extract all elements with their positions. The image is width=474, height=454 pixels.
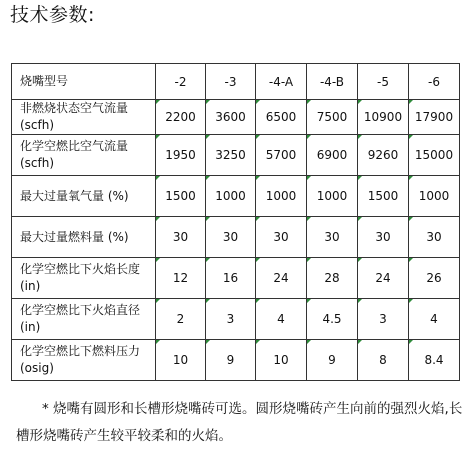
value-cell: 10 [156, 340, 206, 381]
row-label-line: (in) [20, 320, 41, 334]
table-header-row [12, 64, 460, 100]
value-cell: 8.4 [409, 340, 460, 381]
value-cell: 17900 [409, 100, 460, 135]
value-cell: 1000 [206, 176, 256, 217]
value-cell: 3600 [206, 100, 256, 135]
value-cell: 1500 [358, 176, 409, 217]
row-label-line: 化学空燃比下火焰直径 [20, 303, 141, 317]
header-model-cell: -4-B [307, 64, 358, 100]
value-cell: 6900 [307, 135, 358, 176]
table-row [12, 340, 460, 381]
row-label-line: (in) [20, 279, 41, 293]
row-label-cell [12, 135, 156, 176]
value-cell: 30 [307, 217, 358, 258]
value-cell: 24 [256, 258, 307, 299]
row-label-cell [12, 217, 156, 258]
table-row [12, 258, 460, 299]
value-cell: 3 [358, 299, 409, 340]
value-cell: 30 [256, 217, 307, 258]
header-label-cell: 烧嘴型号 [12, 64, 156, 100]
row-label-line: (osig) [20, 361, 54, 375]
row-label-line: 化学空燃比下火焰长度 [20, 262, 141, 276]
value-cell: 3 [206, 299, 256, 340]
value-cell: 8 [358, 340, 409, 381]
value-cell: 1000 [256, 176, 307, 217]
specs-table [11, 63, 460, 381]
footnote: * 烧嘴有圆形和长槽形烧嘴砖可选。圆形烧嘴砖产生向前的强烈火焰,长槽形烧嘴砖产生较平较柔和的火焰。 [16, 401, 463, 444]
value-cell: 9 [307, 340, 358, 381]
row-label-cell [12, 176, 156, 217]
header-model-cell: -4-A [256, 64, 307, 100]
page-title: 技术参数: [10, 4, 95, 26]
value-cell: 1950 [156, 135, 206, 176]
value-cell: 1500 [156, 176, 206, 217]
table-row [12, 100, 460, 135]
row-label-cell [12, 299, 156, 340]
value-cell: 9 [206, 340, 256, 381]
value-cell: 15000 [409, 135, 460, 176]
value-cell: 1000 [409, 176, 460, 217]
header-model-cell: -2 [156, 64, 206, 100]
value-cell: 28 [307, 258, 358, 299]
table-row [12, 135, 460, 176]
value-cell: 6500 [256, 100, 307, 135]
header-model-cell: -6 [409, 64, 460, 100]
value-cell: 16 [206, 258, 256, 299]
value-cell: 30 [409, 217, 460, 258]
row-label-line: 非燃烧状态空气流量 [20, 101, 129, 115]
value-cell: 10 [256, 340, 307, 381]
row-label-line: 最大过量氧气量 (%) [20, 188, 129, 203]
value-cell: 10900 [358, 100, 409, 135]
value-cell: 5700 [256, 135, 307, 176]
row-label-line: 化学空燃比空气流量 [20, 139, 129, 153]
value-cell: 30 [358, 217, 409, 258]
table-row [12, 176, 460, 217]
value-cell: 12 [156, 258, 206, 299]
row-label-cell [12, 258, 156, 299]
header-model-cell: -3 [206, 64, 256, 100]
row-label-line: (scfh) [20, 118, 55, 132]
value-cell: 2 [156, 299, 206, 340]
value-cell: 30 [156, 217, 206, 258]
row-label-cell [12, 340, 156, 381]
value-cell: 4 [409, 299, 460, 340]
header-model-cell: -5 [358, 64, 409, 100]
value-cell: 30 [206, 217, 256, 258]
value-cell: 2200 [156, 100, 206, 135]
table-row [12, 299, 460, 340]
value-cell: 1000 [307, 176, 358, 217]
row-label-line: 最大过量燃料量 (%) [20, 229, 129, 244]
row-label-line: 化学空燃比下燃料压力 [20, 344, 141, 358]
value-cell: 24 [358, 258, 409, 299]
value-cell: 4 [256, 299, 307, 340]
value-cell: 26 [409, 258, 460, 299]
row-label-line: (scfh) [20, 156, 55, 170]
table-row [12, 217, 460, 258]
row-label-cell [12, 100, 156, 135]
value-cell: 7500 [307, 100, 358, 135]
value-cell: 4.5 [307, 299, 358, 340]
value-cell: 9260 [358, 135, 409, 176]
value-cell: 3250 [206, 135, 256, 176]
